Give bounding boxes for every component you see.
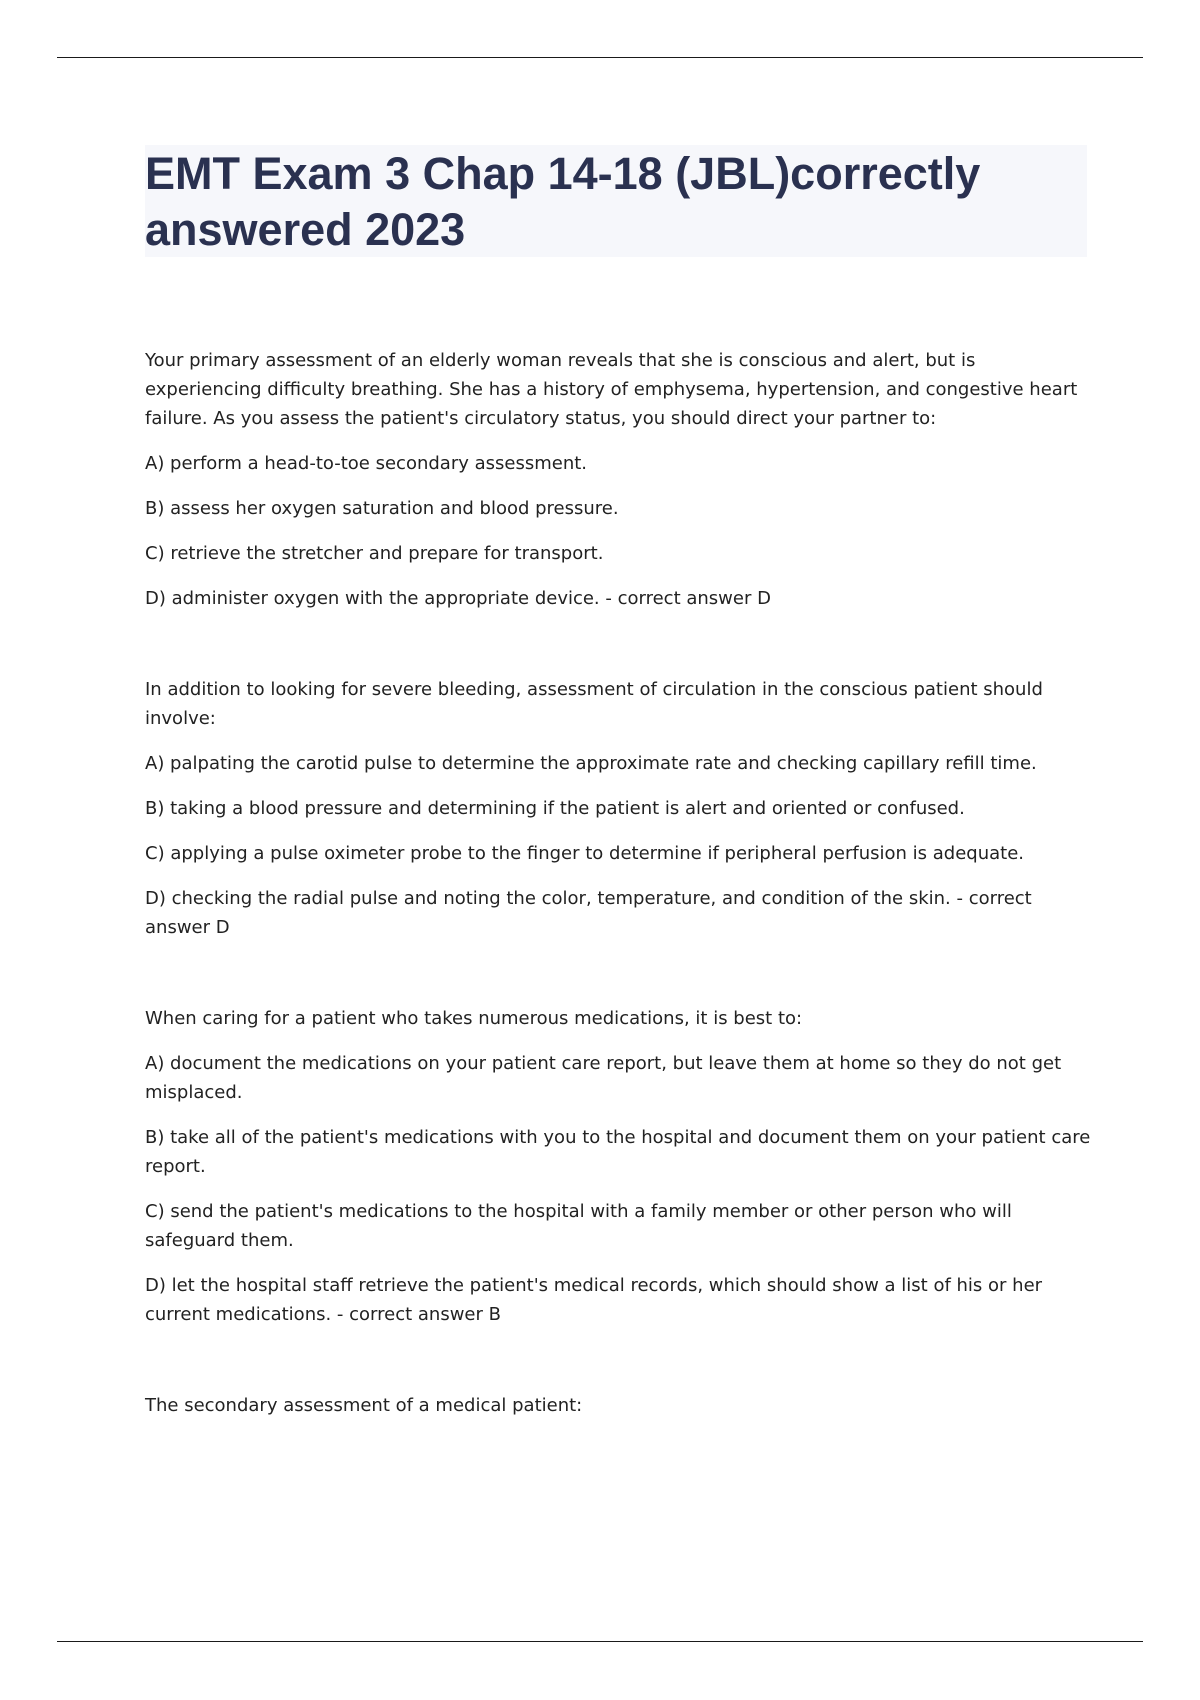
question-text: Your primary assessment of an elderly woman reveals that she is conscious and alert, but is experiencing difficulty breathing. She has a history of emphysema, hypertension, and congestive heart failure. As you assess the patient's circulatory status, you should direct your partner to: bbox=[145, 350, 1078, 429]
answer-option-c: C) send the patient's medications to the hospital with a family member or other person who will safeguard them. bbox=[145, 1201, 1012, 1251]
question-block-2 bbox=[145, 675, 1095, 942]
answer-option-d: D) let the hospital staff retrieve the patient's medical records, which should show a list of his or her current medications. - correct answer B bbox=[145, 1275, 1043, 1325]
answer-option-a: A) perform a head-to-toe secondary assessment. bbox=[145, 453, 588, 474]
question-block-1 bbox=[145, 346, 1095, 613]
answer-option-d: D) checking the radial pulse and noting the color, temperature, and condition of the skin. - correct answer D bbox=[145, 888, 1032, 938]
answer-option-c: C) retrieve the stretcher and prepare for transport. bbox=[145, 543, 604, 564]
top-divider bbox=[57, 57, 1143, 58]
question-block-4 bbox=[145, 1391, 1095, 1420]
answer-option-b: B) take all of the patient's medications with you to the hospital and document them on your patient care report. bbox=[145, 1127, 1091, 1177]
answer-option-b: B) assess her oxygen saturation and blood pressure. bbox=[145, 498, 619, 519]
answer-option-d: D) administer oxygen with the appropriate device. - correct answer D bbox=[145, 588, 771, 609]
question-text: When caring for a patient who takes numerous medications, it is best to: bbox=[145, 1008, 803, 1029]
document-body bbox=[145, 346, 1095, 1482]
answer-option-a: A) document the medications on your patient care report, but leave them at home so they do not get misplaced. bbox=[145, 1053, 1062, 1103]
answer-option-b: B) taking a blood pressure and determining if the patient is alert and oriented or confused. bbox=[145, 798, 965, 819]
question-text: In addition to looking for severe bleeding, assessment of circulation in the conscious patient should involve: bbox=[145, 679, 1043, 729]
question-text: The secondary assessment of a medical patient: bbox=[145, 1395, 583, 1416]
document-title: EMT Exam 3 Chap 14-18 (JBL)correctly answered 2023 bbox=[145, 148, 981, 255]
question-block-3 bbox=[145, 1004, 1095, 1329]
bottom-divider bbox=[57, 1641, 1143, 1642]
answer-option-a: A) palpating the carotid pulse to determine the approximate rate and checking capillary refill time. bbox=[145, 753, 1037, 774]
answer-option-c: C) applying a pulse oximeter probe to the finger to determine if peripheral perfusion is adequate. bbox=[145, 843, 1025, 864]
